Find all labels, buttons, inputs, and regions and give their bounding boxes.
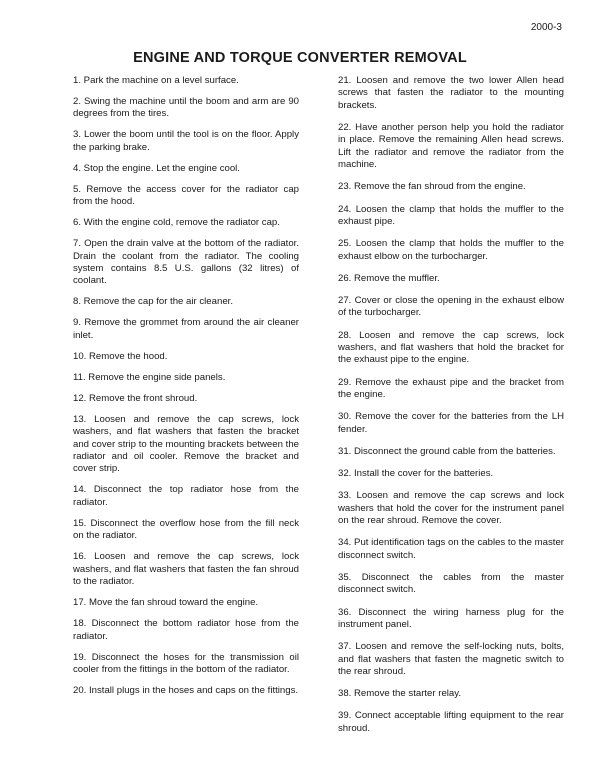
step-31: 31. Disconnect the ground cable from the batteries. (338, 445, 556, 457)
step-13: 13. Loosen and remove the cap screws, lock washers, and flat washers that fasten the bracket and cover strip to the mounting brackets between the radiator and oil cooler. Remove the bracket and cover strip. (73, 413, 299, 475)
right-column (338, 75, 564, 745)
step-34: 34. Put identification tags on the cables to the master disconnect switch. (338, 537, 564, 561)
step-32: 32. Install the cover for the batteries. (338, 468, 494, 480)
step-8: 8. Remove the cap for the air cleaner. (73, 296, 233, 308)
step-33: 33. Loosen and remove the cap screws and lock washers that hold the cover for the instrument panel on the rear shroud. Remove the cover. (338, 490, 564, 527)
step-24: 24. Loosen the clamp that holds the muffler to the exhaust pipe. (338, 203, 564, 228)
step-37: 37. Loosen and remove the self-locking nuts, bolts, and flat washers that fasten the magnetic switch to the rear shroud. (338, 641, 564, 677)
step-25: 25. Loosen the clamp that holds the muffler to the exhaust elbow on the turbocharger. (338, 238, 564, 262)
step-1: 1. Park the machine on a level surface. (73, 75, 239, 86)
step-2: 2. Swing the machine until the boom and arm are 90 degrees from the tires. (73, 96, 299, 120)
step-21: 21. Loosen and remove the two lower Allen head screws that fasten the radiator to the mounting brackets. (338, 75, 564, 111)
step-6: 6. With the engine cold, remove the radiator cap. (73, 217, 280, 229)
step-10: 10. Remove the hood. (73, 350, 168, 362)
step-14: 14. Disconnect the top radiator hose from the radiator. (73, 484, 299, 508)
step-38: 38. Remove the starter relay. (338, 688, 461, 700)
step-4: 4. Stop the engine. Let the engine cool. (73, 162, 240, 174)
step-16: 16. Loosen and remove the cap screws, lock washers, and flat washers that fasten the fan shroud to the radiator. (73, 551, 299, 588)
step-28: 28. Loosen and remove the cap screws, lock washers, and flat washers that hold the bracket for the exhaust pipe to the engine. (338, 329, 564, 366)
step-19: 19. Disconnect the hoses for the transmission oil cooler from the fittings in the bottom of the radiator. (73, 651, 299, 675)
page-number: 2000-3 (530, 22, 562, 33)
step-9: 9. Remove the grommet from around the air cleaner inlet. (73, 317, 299, 341)
step-27: 27. Cover or close the opening in the exhaust elbow of the turbocharger. (338, 295, 564, 319)
step-12: 12. Remove the front shroud. (73, 392, 198, 404)
step-5: 5. Remove the access cover for the radiator cap from the hood. (73, 183, 299, 208)
step-36: 36. Disconnect the wiring harness plug for the instrument panel. (338, 606, 564, 630)
left-column (73, 75, 299, 706)
step-35: 35. Disconnect the cables from the master disconnect switch. (338, 571, 564, 596)
step-23: 23. Remove the fan shroud from the engine. (338, 181, 526, 193)
step-3: 3. Lower the boom until the tool is on the floor. Apply the parking brake. (73, 129, 299, 153)
step-30: 30. Remove the cover for the batteries from the LH fender. (338, 411, 564, 435)
step-39: 39. Connect acceptable lifting equipment to the rear shroud. (338, 710, 564, 734)
step-17: 17. Move the fan shroud toward the engine. (73, 597, 259, 609)
step-29: 29. Remove the exhaust pipe and the bracket from the engine. (338, 376, 564, 401)
step-15: 15. Disconnect the overflow hose from the fill neck on the radiator. (73, 517, 299, 542)
step-7: 7. Open the drain valve at the bottom of the radiator. Drain the coolant from the radiator. The cooling system contains 8.5 U.S. gallons (32 litres) of coolant. (73, 238, 299, 287)
step-18: 18. Disconnect the bottom radiator hose from the radiator. (73, 618, 299, 642)
step-26: 26. Remove the muffler. (338, 272, 440, 284)
step-22: 22. Have another person help you hold the radiator in place. Remove the remaining Allen head screws. Lift the radiator and remove the radiator from the machine. (338, 122, 564, 171)
step-20: 20. Install plugs in the hoses and caps on the fittings. (73, 684, 299, 696)
step-11: 11. Remove the engine side panels. (73, 371, 226, 383)
page-title: ENGINE AND TORQUE CONVERTER REMOVAL (133, 50, 467, 66)
